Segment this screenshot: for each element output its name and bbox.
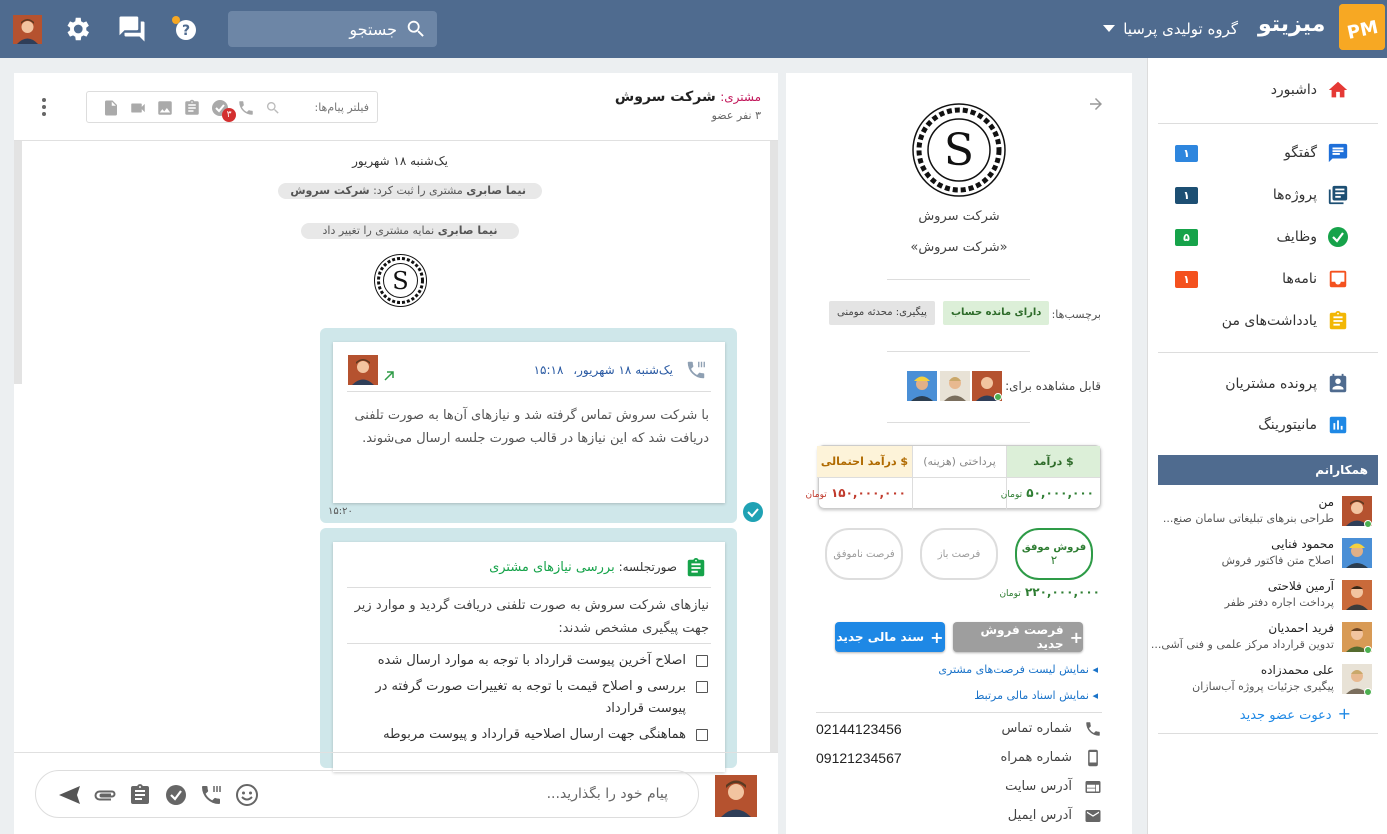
chat-title: [615, 89, 761, 105]
payment-value: [913, 478, 1006, 509]
tag-followup[interactable]: پیگیری: محدثه مومنی: [829, 301, 935, 325]
web-icon: [1084, 778, 1102, 796]
avatar: [1342, 538, 1372, 568]
outgoing-arrow-icon: [383, 370, 395, 382]
chat-messages[interactable]: [14, 141, 778, 752]
company-selector[interactable]: [1093, 16, 1238, 42]
divider: [816, 712, 1102, 713]
company-name: گروه تولیدی پرسیا: [1123, 20, 1238, 38]
user-avatar[interactable]: [13, 15, 42, 44]
sidebar-item-projects[interactable]: [1159, 180, 1349, 210]
call-datetime: [534, 363, 673, 377]
search-icon[interactable]: [405, 18, 427, 40]
projects-icon: [1327, 184, 1349, 206]
emoji-icon[interactable]: [235, 783, 259, 807]
coworker-item[interactable]: [1158, 534, 1378, 574]
message-input-wrapper: [35, 770, 699, 818]
customer-avatar[interactable]: [912, 103, 1006, 197]
gear-icon[interactable]: [62, 14, 92, 44]
plus-icon: +: [930, 627, 944, 647]
member-avatar[interactable]: [907, 371, 937, 401]
sidebar-item-label: وظایف: [1276, 229, 1317, 245]
plus-icon: +: [1069, 627, 1083, 647]
coworker-item[interactable]: [1158, 576, 1378, 616]
checkbox[interactable]: [696, 655, 708, 667]
scrollbar-left[interactable]: [14, 141, 22, 384]
plus-icon: +: [1337, 704, 1351, 723]
contact-label: آدرس ایمیل: [1007, 808, 1072, 823]
mail-icon: [1327, 268, 1349, 290]
chat-bubbles-icon[interactable]: [117, 14, 147, 44]
checklist-item[interactable]: [368, 650, 708, 672]
projects-badge: ۱: [1175, 187, 1198, 204]
minutes-title[interactable]: بررسی نیازهای مشتری: [489, 560, 615, 575]
finance-summary: [805, 445, 1101, 509]
caller-avatar[interactable]: [348, 355, 378, 385]
checklist-item-text: اصلاح آخرین پیوست قرارداد با توجه به موارد ارسال شده: [377, 653, 686, 668]
sidebar-item-tasks[interactable]: [1159, 222, 1349, 252]
sys2-actor[interactable]: نیما صابری: [437, 224, 498, 237]
top-bar: [0, 0, 1387, 58]
payment-head: پرداختی (هزینه): [913, 446, 1006, 478]
brand-logo: [1339, 4, 1385, 50]
search-box[interactable]: [228, 11, 437, 47]
coworker-name: علی محمدزاده: [1260, 663, 1334, 677]
customer-alias: «شرکت سروش»: [910, 240, 1008, 255]
coworker-name: فرید احمدیان: [1268, 621, 1334, 635]
send-icon[interactable]: [58, 783, 82, 807]
svg-text:S: S: [392, 267, 409, 295]
potential-value: ۱۵۰,۰۰۰,۰۰۰ تومان: [805, 486, 906, 500]
filter-input[interactable]: [289, 92, 369, 122]
day-label: یک‌شنبه ۱۸ شهریور: [352, 154, 448, 168]
divider: [887, 279, 1030, 280]
invite-label: دعوت عضو جدید: [1239, 708, 1332, 723]
minutes-label: صورتجلسه:: [618, 560, 677, 574]
contact-website[interactable]: [816, 776, 1102, 800]
phone-icon: [1084, 720, 1102, 738]
divider: [887, 351, 1030, 352]
coworker-name: من: [1318, 495, 1334, 509]
checkbox[interactable]: [696, 729, 708, 741]
income-value: ۵۰,۰۰۰,۰۰۰ تومان: [1000, 486, 1094, 500]
potential-income-column[interactable]: [805, 446, 912, 510]
sidebar-item-label: داشبورد: [1270, 82, 1317, 98]
divider: [347, 643, 711, 644]
sidebar-item-label: پرونده مشتریان: [1225, 376, 1317, 392]
contact-card-icon: [1327, 373, 1349, 395]
filter-badge: ۳: [222, 108, 236, 122]
minutes-heading: [489, 560, 677, 575]
brand-name: میزیتو: [1258, 12, 1326, 37]
divider: [1158, 733, 1378, 734]
email-icon: [1084, 807, 1102, 825]
coworker-item[interactable]: [1150, 618, 1378, 658]
checklist-item-text: بررسی و اصلاح قیمت با توجه به تغییرات صورت گرفته در پیوست قرارداد: [375, 679, 686, 716]
divider: [1158, 123, 1378, 124]
file-filter-icon[interactable]: [102, 99, 120, 117]
chat-panel: [14, 73, 778, 834]
new-sale-opportunity-button[interactable]: [953, 622, 1083, 652]
search-icon[interactable]: [265, 100, 281, 116]
checklist-item-text: هماهنگی جهت ارسال اصلاحیه قرارداد و پیوست مربوطه: [383, 727, 686, 742]
open-label: فرصت باز: [937, 548, 981, 560]
coworker-name: آرمین فلاحتی: [1267, 579, 1334, 593]
customer-panel: [786, 73, 1132, 834]
tasks-badge: ۵: [1175, 229, 1198, 246]
coworker-name: محمود فنایی: [1271, 537, 1334, 551]
system-message-avatar-changed: [301, 223, 519, 239]
call-message: [320, 328, 737, 523]
call-text: با شرکت سروش تماس گرفته شد و نیازهای آن‌ها به صورت تلفنی دریافت شد که این نیازها در قالب صورت جلسه ارسال می‌شوند.: [354, 408, 709, 446]
open-opportunities-badge[interactable]: [920, 528, 998, 580]
minutes-card[interactable]: [333, 542, 725, 772]
sidebar-item-label: یادداشت‌های من: [1221, 313, 1317, 329]
sidebar: [1147, 58, 1387, 834]
won-count: ۲: [1050, 552, 1058, 567]
minutes-icon[interactable]: [128, 783, 152, 807]
message-time: ۱۵:۲۰: [328, 506, 353, 517]
more-vert-icon[interactable]: [36, 95, 52, 119]
tags-label: برچسب‌ها:: [1051, 308, 1101, 321]
visible-for-label: قابل مشاهده برای:: [1005, 379, 1101, 393]
checklist-item[interactable]: [368, 724, 708, 746]
customer-name: شرکت سروش: [918, 209, 1000, 224]
call-icon: [685, 359, 707, 381]
contact-phone[interactable]: [816, 718, 1102, 742]
sidebar-item-letters[interactable]: [1159, 264, 1349, 294]
image-filter-icon[interactable]: [156, 99, 174, 117]
sidebar-item-monitoring[interactable]: [1159, 410, 1349, 440]
scrollbar-right[interactable]: [770, 141, 778, 752]
sidebar-item-notes[interactable]: [1159, 306, 1349, 336]
online-dot: [1364, 688, 1372, 696]
system-message-registered: [278, 183, 542, 199]
new-doc-label: سند مالی جدید: [836, 630, 925, 644]
contact-mobile[interactable]: [816, 747, 1102, 771]
minutes-text: نیازهای شرکت سروش به صورت تلفنی دریافت گردید و موارد زیر جهت پیگیری مشخص شدند:: [354, 598, 709, 636]
contact-value[interactable]: 09121234567: [816, 750, 902, 766]
check-circle-icon: [1327, 226, 1349, 248]
divider: [347, 391, 711, 392]
income-head: $ درآمد: [1007, 446, 1100, 478]
contact-label: شماره همراه: [1000, 750, 1072, 765]
message-filter-bar: [86, 91, 378, 123]
minutes-message: [320, 528, 737, 768]
sidebar-item-label: پروژه‌ها: [1272, 187, 1317, 203]
divider: [347, 587, 711, 588]
contact-label: شماره تماس: [1001, 721, 1072, 736]
help-notification-icon[interactable]: [170, 14, 200, 44]
svg-text:?: ?: [181, 23, 191, 39]
won-sales-badge[interactable]: [1015, 528, 1093, 580]
sidebar-item-chat[interactable]: [1159, 138, 1349, 168]
tag-balance[interactable]: دارای مانده حساب: [943, 301, 1049, 325]
new-financial-doc-button[interactable]: [835, 622, 945, 652]
contact-value[interactable]: 02144123456: [816, 721, 902, 737]
coworker-status: تدوین قرارداد مرکز علمی و فنی آشی...: [1150, 638, 1334, 651]
sidebar-item-label: گفتگو: [1284, 145, 1317, 161]
home-icon: [1327, 79, 1349, 101]
chat-badge: ۱: [1175, 145, 1198, 162]
letters-badge: ۱: [1175, 271, 1198, 288]
member-avatar[interactable]: [940, 371, 970, 401]
chat-members[interactable]: ۳ نفر عضو: [711, 109, 761, 122]
sys1-text: مشتری را ثبت کرد:: [373, 184, 463, 197]
divider: [1158, 352, 1378, 353]
sys1-actor[interactable]: نیما صابری: [466, 184, 526, 197]
call-time: ۱۵:۱۸: [533, 363, 564, 377]
video-filter-icon[interactable]: [129, 99, 147, 117]
show-opportunities-link[interactable]: ◂ نمایش لیست فرصت‌های مشتری: [938, 663, 1098, 676]
sys1-target[interactable]: شرکت سروش: [290, 184, 370, 197]
coworker-status: پرداخت اجاره دفتر ظفر: [1224, 596, 1334, 609]
clipboard-icon: [685, 557, 707, 579]
divider: [887, 422, 1030, 423]
chat-title-prefix: مشتری:: [720, 90, 761, 104]
search-input[interactable]: [247, 11, 397, 47]
task-icon[interactable]: [164, 783, 188, 807]
new-sale-label: فرصت فروش جدید: [980, 623, 1064, 651]
potential-head: $ درآمد احتمالی: [817, 446, 912, 478]
chat-header: [14, 73, 778, 141]
svg-text:S: S: [943, 125, 975, 176]
coworker-status: پیگیری جزئیات پروژه آب‌سازان: [1192, 680, 1334, 693]
coworker-item[interactable]: [1158, 492, 1378, 532]
lost-label: فرصت ناموفق: [833, 548, 895, 560]
won-total: ۲۲۰,۰۰۰,۰۰۰ تومان: [999, 585, 1100, 599]
sidebar-item-dashboard[interactable]: [1159, 75, 1349, 105]
coworker-status: طراحی بنرهای تبلیغاتی سامان صنع...: [1162, 512, 1334, 525]
attach-icon[interactable]: [93, 783, 117, 807]
invite-member-link[interactable]: [1240, 704, 1351, 723]
chat-icon: [1327, 142, 1349, 164]
call-date: یک‌شنبه ۱۸ شهریور،: [573, 363, 673, 377]
online-dot: [994, 393, 1002, 401]
coworker-status: اصلاح متن فاکتور فروش: [1221, 554, 1334, 567]
mobile-icon: [1084, 749, 1102, 767]
arrow-right-icon[interactable]: [1087, 95, 1105, 113]
call-filter-icon[interactable]: [237, 99, 255, 117]
chart-icon: [1327, 414, 1349, 436]
contact-label: آدرس سایت: [1005, 779, 1072, 794]
sidebar-item-label: مانیتورینگ: [1258, 417, 1317, 433]
online-dot: [1364, 646, 1372, 654]
won-label: فروش موفق: [1021, 541, 1087, 553]
customer-logo-thumbnail[interactable]: [374, 254, 427, 307]
online-dot: [1364, 520, 1372, 528]
show-financial-docs-link[interactable]: ◂ نمایش اسناد مالی مرتبط: [974, 689, 1098, 702]
notes-icon: [1327, 310, 1349, 332]
lost-opportunities-badge[interactable]: [825, 528, 903, 580]
message-composer: [14, 752, 778, 834]
call-log-icon[interactable]: [199, 783, 223, 807]
caret-down-icon: [1103, 25, 1115, 33]
message-input[interactable]: [308, 771, 668, 817]
sys2-text: نمایه مشتری را تغییر داد: [322, 224, 435, 237]
payment-column[interactable]: [912, 446, 1006, 510]
checkbox[interactable]: [696, 681, 708, 693]
income-column[interactable]: [1000, 446, 1100, 510]
sidebar-item-label: نامه‌ها: [1282, 271, 1317, 287]
composer-avatar[interactable]: [715, 775, 757, 817]
sidebar-item-customers[interactable]: [1159, 369, 1349, 399]
avatar: [1342, 580, 1372, 610]
contact-email[interactable]: [816, 805, 1102, 829]
svg-text:PM: PM: [1345, 16, 1381, 44]
call-card[interactable]: [333, 342, 725, 503]
minutes-filter-icon[interactable]: [183, 99, 201, 117]
chat-title-name[interactable]: شرکت سروش: [614, 89, 716, 105]
coworkers-header: همکارانم: [1158, 455, 1378, 485]
checklist-item[interactable]: [368, 676, 708, 720]
coworker-item[interactable]: [1158, 660, 1378, 700]
read-check-icon: [742, 501, 764, 523]
